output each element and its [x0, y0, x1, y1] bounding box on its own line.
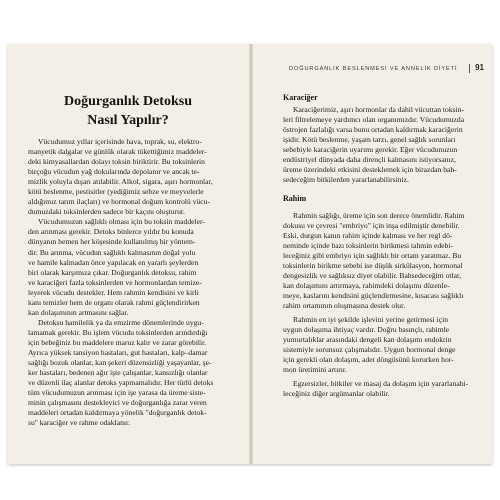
text-line: yumurtalıklar arasındaki dengeli kan dolaşımı endokrin: [283, 335, 452, 345]
page-number: 91: [475, 63, 484, 72]
text-line: dumuzdaki toksinlerden sadece bir kaçını oluşturur.: [28, 207, 185, 217]
text-line: sistemiyle sorunsuz çalışmalıdır. Uygun hormonal denge: [283, 345, 456, 355]
left-page: [8, 44, 249, 464]
text-line: meye, kaslarını kendisini güçlendirmesine, kısacası sağlıklı: [283, 291, 464, 301]
text-line: dünyanın hemen her köşesinde kullanılmış bir yöntem-: [28, 237, 196, 247]
text-line: ve hamile kalmadan önce yapılacak en yararlı şeylerden: [28, 257, 199, 267]
chapter-title: [28, 92, 228, 130]
text-line: sedeceğim bitkilerden yararlanabilirsiniz.: [283, 175, 409, 185]
text-line: üreme üzerindeki etkisini desteklemek için birazdan bah-: [283, 165, 457, 175]
text-line: mizlik yoluyla dışarı atılabilir. Alkol, sigara, aşırı hormonlar,: [28, 177, 213, 187]
text-line: aldığımız tarım ilaçları) ve hormonal doğum kontrolü vücu-: [28, 197, 210, 207]
text-line: manyetik dalgalar ve günlük olarak tükettiğimiz maddeler-: [28, 147, 207, 157]
uterus-paragraph-3: [283, 379, 486, 399]
text-line: tüm vücudumuzun arınması için işe yarasa da üreme siste-: [28, 388, 206, 398]
running-head: DOĞURGANLIK BESLENMESİ VE ANNELİK DİYETİ: [289, 66, 458, 72]
left-page-body: [28, 137, 242, 428]
section-heading-uterus: Rahim: [283, 194, 307, 203]
text-line: sağlığı bozuk olanlar, kan şekeri düzensizliği yaşayanlar, şe-: [28, 358, 212, 368]
right-page: [253, 44, 492, 464]
text-line: birçoğu vücudun yağ dokularında depolanır ve ancak te-: [28, 167, 200, 177]
text-line: Karaciğerimiz, aşırı hormonlar da dahil vücuttan toksin-: [293, 105, 465, 114]
text-line: Ayrıca yüksek tansiyon hastaları, gut hastaları, kalp–damar: [28, 347, 208, 357]
text-line: endüstriyel dünyada daha dirençli kalmasını istiyorsanız,: [283, 155, 456, 165]
text-line: mon üretimini artırır.: [283, 365, 347, 375]
text-line: su" karaciğer ve rahme odaklanır.: [28, 418, 130, 428]
text-line: östrojen fazlalığı varsa bunu ortadan kaldırmak karaciğerin: [283, 125, 463, 135]
text-line: kanı temizler hem de organı olarak rahmi güçlendirirken: [28, 297, 200, 307]
text-line: ker hastaları, bedenen ağır işte çalışanlar, kansızlığı olanlar: [28, 368, 208, 378]
text-line: dir. Bu arınma, vücudun sağlıklı kalmasının doğal yolu: [28, 247, 196, 257]
liver-section-body: [283, 105, 486, 185]
text-line: için gerekli olan dolaşım, adet döngüsünü korurken hor-: [283, 355, 454, 365]
text-line: den arınması gerekir. Detoks binlerce yıldır bu konuda: [28, 227, 194, 237]
text-line: leceğiniz gibi embriyo için sağlıklı bir ortam yaratmaz. Bu: [283, 251, 462, 261]
text-line: uygun dolaşıma ihtiyaç vardır. Doğru basınçlı, rahimle: [283, 325, 450, 335]
text-line: ve düzenli ilaç alanlar detoks yapmamalıdır. Her türlü detoks: [28, 378, 214, 388]
text-line: neminde içinde bazı toksinlerin birikmesi tahmin edebi-: [283, 241, 453, 251]
text-line: leyerek vücudu destekler. Hem rahmin kendisini ve kirli: [28, 287, 199, 297]
text-line: lamamak gerekir. Bu işlem vücudu toksinlerden arındırdığı: [28, 327, 208, 337]
text-line: dengesizlik ve sağlıksız diyet olabilir. Bahsedeceğim otlar,: [283, 271, 462, 281]
text-line: için bebeğiniz bu maddelere maruz kalır ve zarar görebilir.: [28, 337, 207, 347]
title-line-2: Nasıl Yapılır?: [87, 113, 169, 128]
text-line: ve karaciğeri fazla toksinlerden ve hormonlardan temize-: [28, 277, 202, 287]
text-line: rahim ortamının oluşmasına destek olur.: [283, 301, 406, 311]
text-line: minin çalışmasını destekleyici ve doğurganlığa zarar veren: [28, 398, 207, 408]
text-line: toksinlerin birikme sebebi ise düşük sirkülasyon, hormonal: [283, 261, 463, 271]
text-line: kan dolaşımını artırmaya, rahimdeki dolaşımı düzenle-: [283, 281, 450, 291]
running-head-separator: [469, 64, 470, 73]
text-line: deki kimyasallardan dolayı toksin biriktirir. Bu toksinlerin: [28, 157, 205, 167]
text-line: kan dolaşımının artmasını sağlar.: [28, 307, 129, 317]
section-heading-liver: Karaciğer: [283, 93, 318, 102]
uterus-paragraph-1: [283, 211, 486, 311]
text-line: Rahmin sağlığı, üreme için son derece önemlidir. Rahim: [293, 211, 465, 220]
text-line: leri filtrelemeye yardımcı olan organımızdır. Vücudumuzda: [283, 115, 465, 125]
text-line: kötü beslenme, pestisitler (yediğimiz sebze ve meyvelerle: [28, 187, 204, 197]
title-line-1: Doğurganlık Detoksu: [64, 94, 192, 109]
text-line: Eski, durgun kanın rahim içinde kalması ve her regl dö-: [283, 231, 453, 241]
text-line: sebebiyle karaciğerin uyarımı gerekir. Eğer vücudunuzun: [283, 145, 458, 155]
open-book: [8, 44, 492, 464]
text-line: Egzersizler, bitkiler ve masaj da dolaşım için yararlanabi-: [293, 379, 469, 388]
text-line: Rahmin en iyi şekilde işlevini yerine getirmesi için: [293, 315, 449, 324]
uterus-paragraph-2: [283, 315, 486, 375]
text-line: Vücudumuz yıllar içerisinde hava, toprak, su, elektro-: [38, 137, 202, 146]
text-line: biri olarak karşımıza çıkar. Doğurganlık detoksu, rahim: [28, 267, 197, 277]
text-line: maddeleri ortadan kaldırmaya yönelik "doğurganlık detok-: [28, 408, 207, 418]
text-line: leceğiniz diğer argümanlar olabilir.: [283, 389, 390, 399]
text-line: dokusu ve çevresi "embriyo" için inşa edilmiştir denebilir.: [283, 221, 460, 231]
text-line: Detoksu hamilelik ya da emzirme dönemlerinde uygu-: [38, 317, 204, 327]
text-line: işidir. Kötü beslenme, yaşam tarzı, genel sağlık sorunları: [283, 135, 456, 145]
text-line: Vücudumuzun sağlıklı olması için bu toksin maddeler-: [38, 217, 205, 227]
